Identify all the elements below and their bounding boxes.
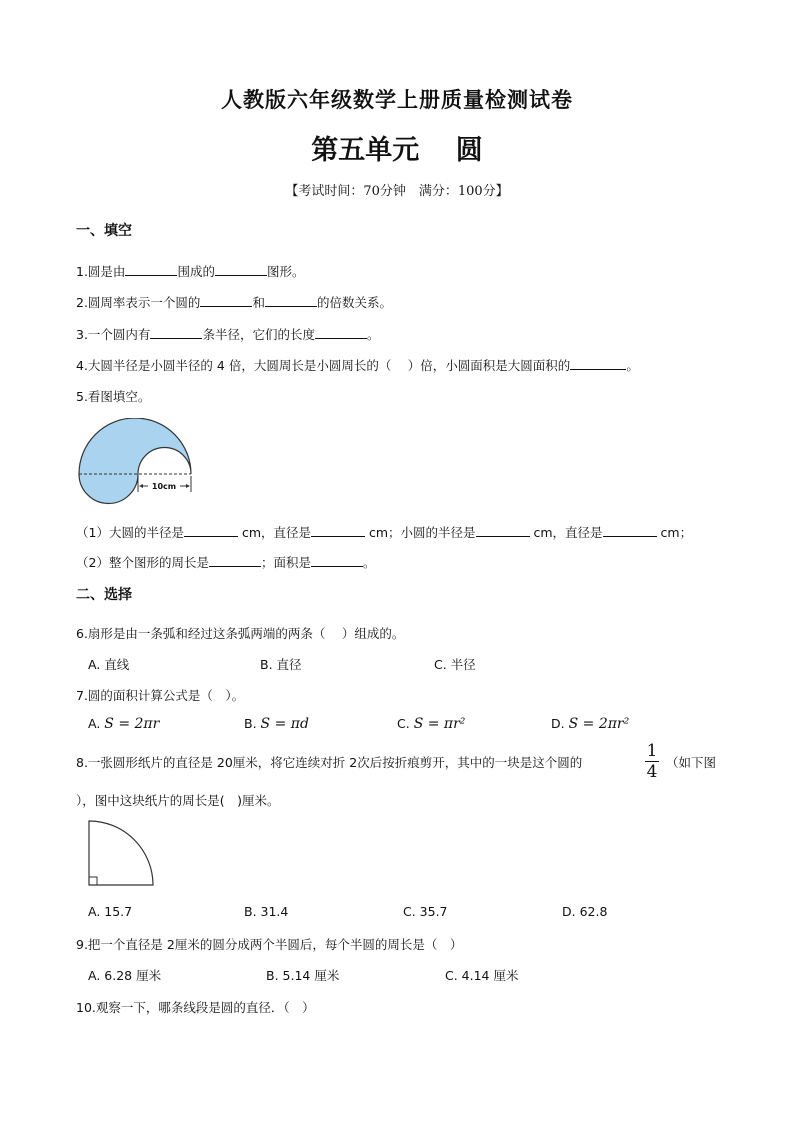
q5-p1-blank-1[interactable] [184, 524, 238, 537]
question-4 [76, 356, 639, 374]
q5-p1-c: cm；小圆的半径是 [365, 525, 476, 540]
quarter-circle-shape [89, 821, 153, 885]
q9-option-c[interactable]: C. 4.14 厘米 [445, 968, 519, 983]
question-3 [76, 325, 379, 343]
q6-option-b[interactable]: B. 直径 [260, 657, 302, 672]
q5-p1-blank-3[interactable] [476, 524, 530, 537]
q7-option-d-label: D. [551, 716, 565, 731]
q4-blank-1[interactable] [570, 357, 626, 370]
arrow-left-icon [139, 484, 143, 488]
fraction-numerator: 1 [646, 741, 658, 761]
exam-info: 【考试时间：70分钟 满分：100分】 [285, 184, 509, 199]
q3-blank-2[interactable] [315, 326, 367, 339]
q8-option-c[interactable]: C. 35.7 [403, 904, 448, 919]
dimension-label: 10cm [151, 482, 177, 491]
q5-p1-a: （1）大圆的半径是 [76, 525, 184, 540]
q8-option-d[interactable]: D. 62.8 [562, 904, 608, 919]
q7-option-c-label: C. [397, 716, 410, 731]
q2-blank-2[interactable] [265, 294, 317, 307]
q5-p1-d: cm，直径是 [529, 525, 603, 540]
q7-option-a[interactable] [88, 716, 159, 732]
question-9-stem: 9.把一个直径是 2厘米的圆分成两个半圆后，每个半圆的周长是（ ） [76, 937, 463, 952]
q5-circle-figure [76, 418, 194, 508]
q5-p2-blank-1[interactable] [209, 554, 261, 567]
q7-option-b-formula: S = πd [260, 716, 309, 732]
q2-text-c: 的倍数关系。 [316, 295, 392, 310]
q5-p2-c: 。 [362, 555, 376, 570]
arrow-right-icon [186, 484, 190, 488]
q1-blank-1[interactable] [125, 263, 177, 276]
section-choice-heading: 二、选择 [76, 587, 132, 603]
q5-p2-b: ；面积是 [260, 555, 311, 570]
q7-option-a-label: A. [88, 716, 101, 731]
q2-blank-1[interactable] [200, 294, 252, 307]
q7-option-b[interactable] [244, 716, 309, 732]
q8-option-b[interactable]: B. 31.4 [244, 904, 289, 919]
q5-p1-blank-2[interactable] [311, 524, 365, 537]
q9-option-b[interactable]: B. 5.14 厘米 [266, 968, 340, 983]
quarter-circle-figure [86, 818, 158, 888]
question-7-stem: 7.圆的面积计算公式是（ ）。 [76, 688, 245, 703]
q5-p1-e: cm； [656, 525, 693, 540]
q2-text-b: 和 [252, 295, 265, 310]
question-5-stem: 5.看图填空。 [76, 389, 151, 404]
q4-text-b: 。 [626, 358, 639, 373]
question-5-part-1 [76, 523, 692, 541]
q2-text-a: 2.圆周率表示一个圆的 [76, 295, 201, 310]
question-8-line-1: 8.一张圆形纸片的直径是 20厘米，将它连续对折 2次后按折痕剪开，其中的一块是这个圆的 [76, 755, 583, 770]
question-6-stem: 6.扇形是由一条弧和经过这条弧两端的两条（ ）组成的。 [76, 626, 405, 641]
page-title: 人教版六年级数学上册质量检测试卷 [221, 87, 573, 112]
q7-option-a-formula: S = 2πr [104, 716, 160, 732]
q7-option-d[interactable] [551, 716, 629, 732]
q7-option-d-formula: S = 2πr² [568, 716, 630, 732]
question-8-line-2: ），图中这块纸片的周长是( )厘米。 [76, 793, 280, 808]
q7-option-c[interactable] [397, 716, 465, 732]
unit-title: 第五单元 圆 [311, 135, 483, 166]
q4-text-a: 4.大圆半径是小圆半径的 4 倍，大圆周长是小圆周长的（ ）倍，小圆面积是大圆面积的 [76, 358, 571, 373]
question-8-line-1-end: （如下图 [666, 755, 717, 770]
q3-text-a: 3.一个圆内有 [76, 327, 151, 342]
q5-p1-b: cm，直径是 [237, 525, 311, 540]
q7-option-b-label: B. [244, 716, 257, 731]
section-fill-heading: 一、填空 [76, 223, 132, 239]
q9-option-a[interactable]: A. 6.28 厘米 [88, 968, 162, 983]
q3-blank-1[interactable] [150, 326, 202, 339]
q5-p2-blank-2[interactable] [311, 554, 363, 567]
question-1 [76, 262, 304, 280]
question-2 [76, 293, 392, 311]
question-10-stem: 10.观察一下，哪条线段是圆的直径．（ ） [76, 1000, 315, 1015]
q6-option-a[interactable]: A. 直线 [88, 657, 130, 672]
question-5-part-2 [76, 553, 376, 571]
q8-option-a[interactable]: A. 15.7 [88, 904, 133, 919]
fraction-denominator: 4 [646, 762, 658, 782]
q1-text-b: 围成的 [177, 264, 215, 279]
q1-text-c: 图形。 [266, 264, 305, 279]
q8-fraction [645, 742, 659, 781]
q3-text-b: 条半径，它们的长度 [202, 327, 315, 342]
q5-p1-blank-4[interactable] [603, 524, 657, 537]
q6-option-c[interactable]: C. 半径 [434, 657, 476, 672]
q5-p2-a: （2）整个图形的周长是 [76, 555, 209, 570]
q3-text-c: 。 [366, 327, 380, 342]
q1-text-a: 1.圆是由 [76, 264, 126, 279]
q7-option-c-formula: S = πr² [413, 716, 466, 732]
q1-blank-2[interactable] [215, 263, 267, 276]
